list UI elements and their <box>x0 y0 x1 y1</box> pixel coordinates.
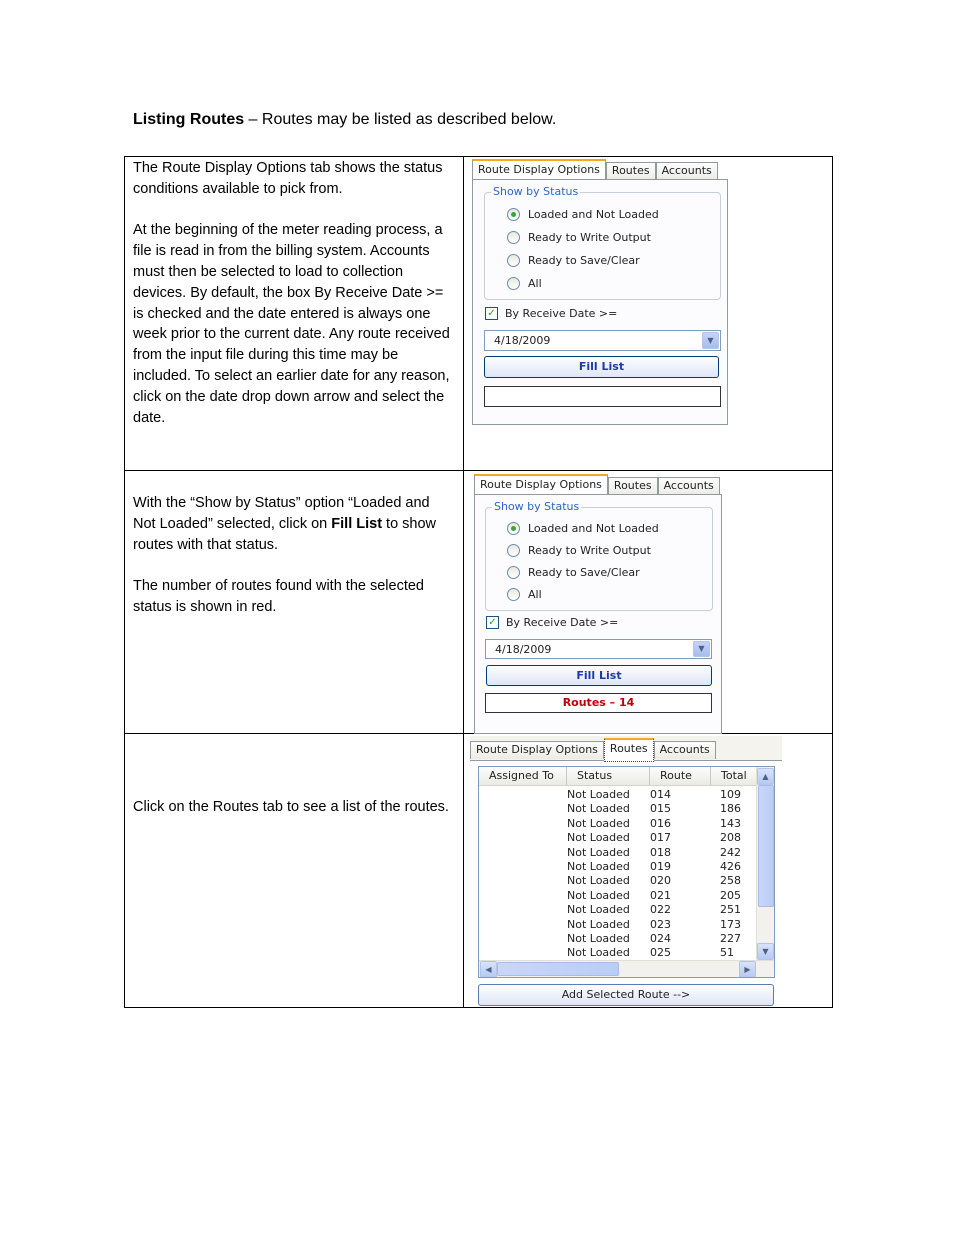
horizontal-scrollbar[interactable] <box>479 960 774 977</box>
row3-paragraph-1: Click on the Routes tab to see a list of the routes. <box>133 799 449 815</box>
cell-status: Not Loaded <box>567 917 630 931</box>
show-by-status-group <box>484 185 721 300</box>
radio-loaded-and-not-loaded[interactable] <box>507 208 659 221</box>
radio-label: All <box>528 588 542 601</box>
cell-total: 242 <box>720 845 741 859</box>
radio-ready-to-save-clear[interactable] <box>507 566 640 579</box>
cell-total: 208 <box>720 831 741 845</box>
column-route[interactable]: Route <box>650 767 711 785</box>
tab-route-display-options[interactable]: Route Display Options <box>474 474 608 496</box>
cell-assigned-to <box>479 802 567 816</box>
show-by-status-group <box>485 500 713 611</box>
cell-total: 51 <box>720 946 734 960</box>
table-row[interactable] <box>479 831 760 845</box>
cell-assigned-to <box>479 932 567 946</box>
cell-route: 017 <box>650 831 671 845</box>
cell-status: Not Loaded <box>567 931 630 945</box>
radio-label: Ready to Save/Clear <box>528 566 640 579</box>
heading-rest: – Routes may be listed as described below. <box>244 111 557 128</box>
scroll-up-icon[interactable]: ▲ <box>757 768 774 785</box>
cell-status: Not Loaded <box>567 831 630 845</box>
cell-total: 205 <box>720 888 741 902</box>
cell-route: 022 <box>650 903 671 917</box>
tab-accounts[interactable]: Accounts <box>658 477 720 495</box>
cell-route: 016 <box>650 816 671 830</box>
tab-accounts[interactable]: Accounts <box>654 741 716 759</box>
show-by-status-legend: Show by Status <box>494 500 580 513</box>
column-status[interactable]: Status <box>567 767 650 785</box>
tab-accounts[interactable]: Accounts <box>656 162 718 180</box>
cell-status: Not Loaded <box>567 802 630 816</box>
cell-route: 024 <box>650 931 671 945</box>
add-selected-route-button[interactable]: Add Selected Route --> <box>478 984 774 1006</box>
scroll-left-icon[interactable]: ◀ <box>480 961 497 978</box>
show-by-status-legend: Show by Status <box>493 185 579 198</box>
vertical-scrollbar[interactable] <box>756 767 774 961</box>
heading-bold: Listing Routes <box>133 111 245 128</box>
table-row[interactable] <box>479 860 760 874</box>
cell-route: 023 <box>650 917 671 931</box>
cell-status: Not Loaded <box>567 816 630 830</box>
row2-screenshot-cell <box>464 471 833 734</box>
cell-status: Not Loaded <box>567 859 630 873</box>
date-dropdown[interactable] <box>484 330 721 351</box>
cell-total: 258 <box>720 874 741 888</box>
checkbox-label: By Receive Date >= <box>506 616 619 629</box>
routes-list-screen <box>470 736 784 1006</box>
cell-status: Not Loaded <box>567 903 630 917</box>
row2-text-bold: Fill List <box>331 515 383 532</box>
cell-assigned-to <box>479 874 567 888</box>
radio-all[interactable] <box>507 588 542 601</box>
row1-paragraph-1: The Route Display Options tab shows the status conditions available to pick from. <box>133 160 443 197</box>
cell-route: 019 <box>650 859 671 873</box>
radio-label: All <box>528 277 542 290</box>
routes-found-box <box>484 386 721 407</box>
cell-assigned-to <box>479 831 567 845</box>
tab-route-display-options[interactable]: Route Display Options <box>472 159 606 181</box>
table-row[interactable] <box>479 946 760 960</box>
cell-total: 143 <box>720 816 741 830</box>
radio-selected-icon <box>507 208 520 221</box>
row3-screenshot-cell <box>464 734 833 1008</box>
radio-all[interactable] <box>507 277 542 290</box>
date-value: 4/18/2009 <box>495 643 552 656</box>
radio-ready-to-save-clear[interactable] <box>507 254 640 267</box>
table-row[interactable] <box>479 918 760 932</box>
checkmark-icon: ✓ <box>485 307 498 320</box>
radio-icon <box>507 231 520 244</box>
fill-list-button[interactable]: Fill List <box>486 665 712 686</box>
cell-assigned-to <box>479 860 567 874</box>
radio-icon <box>507 566 520 579</box>
row2-text-start: With the “Show by Status” option “Loaded and Not Loaded” selected, click on <box>133 495 430 532</box>
row2-paragraph-1 <box>133 493 455 555</box>
routes-found-count: Routes – 14 <box>485 693 712 713</box>
options-panel <box>474 494 722 734</box>
table-row[interactable] <box>479 846 760 860</box>
scroll-down-icon[interactable]: ▼ <box>757 943 774 960</box>
by-receive-date-checkbox[interactable] <box>486 616 618 629</box>
checkmark-icon: ✓ <box>486 616 499 629</box>
date-value: 4/18/2009 <box>494 334 551 347</box>
radio-ready-to-write-output[interactable] <box>507 544 651 557</box>
column-total[interactable]: Total <box>721 769 747 782</box>
table-row[interactable] <box>479 889 760 903</box>
cell-route: 015 <box>650 802 671 816</box>
row1-screenshot-cell <box>464 157 833 471</box>
cell-assigned-to <box>479 817 567 831</box>
cell-assigned-to <box>479 903 567 917</box>
radio-icon <box>507 277 520 290</box>
cell-status: Not Loaded <box>567 845 630 859</box>
route-display-options-screen-1 <box>472 159 726 423</box>
by-receive-date-checkbox[interactable] <box>485 307 617 320</box>
list-header <box>479 767 774 786</box>
radio-label: Loaded and Not Loaded <box>528 208 659 221</box>
radio-ready-to-write-output[interactable] <box>507 231 651 244</box>
row1-paragraph-2: At the beginning of the meter reading process, a file is read in from the billing system. Accounts must then be selected to load to collection devices. By default, the box By Receive Date >= is checked and the date entered is always one week prior to the current date. Any route received from the input file during this time may be included. To select an earlier date for any reason, click on the date drop down arrow and select the date. <box>133 222 450 426</box>
row2-paragraph-2: The number of routes found with the selected status is shown in red. <box>133 578 424 615</box>
table-row[interactable] <box>479 802 760 816</box>
radio-label: Loaded and Not Loaded <box>528 522 659 535</box>
cell-route: 018 <box>650 845 671 859</box>
cell-status: Not Loaded <box>567 788 630 801</box>
column-assigned-to[interactable]: Assigned To <box>479 767 567 785</box>
section-heading <box>133 111 556 129</box>
list-rows <box>479 788 760 961</box>
cell-total: 251 <box>720 903 741 917</box>
radio-icon <box>507 588 520 601</box>
scroll-thumb[interactable] <box>758 785 774 907</box>
row2-text-cell <box>125 471 464 734</box>
route-display-options-screen-2 <box>474 474 720 732</box>
h-scroll-thumb[interactable] <box>497 962 619 976</box>
tab-routes[interactable]: Routes <box>606 162 656 180</box>
cell-status: Not Loaded <box>567 946 630 960</box>
cell-route: 014 <box>650 788 671 801</box>
instructions-table <box>124 156 833 1008</box>
cell-status: Not Loaded <box>567 888 630 902</box>
tab-routes[interactable]: Routes <box>604 738 654 762</box>
tab-strip <box>472 159 718 179</box>
cell-assigned-to <box>479 946 567 960</box>
radio-label: Ready to Save/Clear <box>528 254 640 267</box>
row2-text-end: to show routes with that status. <box>133 515 437 553</box>
cell-total: 173 <box>720 917 741 931</box>
cell-assigned-to <box>479 918 567 932</box>
checkbox-label: By Receive Date >= <box>505 307 618 320</box>
scroll-right-icon[interactable]: ▶ <box>739 961 756 978</box>
cell-status: Not Loaded <box>567 874 630 888</box>
radio-label: Ready to Write Output <box>528 544 651 557</box>
row3-text-cell <box>125 734 464 1008</box>
tab-strip <box>474 474 720 494</box>
radio-loaded-and-not-loaded[interactable] <box>507 522 659 535</box>
table-row[interactable] <box>479 788 760 802</box>
cell-assigned-to <box>479 788 567 802</box>
date-dropdown[interactable] <box>485 639 712 659</box>
table-row[interactable] <box>479 817 760 831</box>
radio-icon <box>507 254 520 267</box>
cell-total: 186 <box>720 802 741 816</box>
table-row[interactable] <box>479 874 760 888</box>
cell-route: 025 <box>650 946 671 960</box>
cell-total: 109 <box>720 788 741 801</box>
cell-route: 021 <box>650 888 671 902</box>
table-row[interactable] <box>479 932 760 946</box>
tab-route-display-options[interactable]: Route Display Options <box>470 741 604 759</box>
radio-selected-icon <box>507 522 520 535</box>
routes-list[interactable] <box>478 766 775 978</box>
table-row[interactable] <box>479 903 760 917</box>
cell-total: 426 <box>720 859 741 873</box>
row1-text-cell <box>125 157 464 471</box>
fill-list-button[interactable]: Fill List <box>484 356 719 378</box>
tab-routes[interactable]: Routes <box>608 477 658 495</box>
cell-assigned-to <box>479 846 567 860</box>
tab-strip <box>470 736 782 761</box>
chevron-down-icon[interactable]: ▼ <box>702 332 719 349</box>
radio-icon <box>507 544 520 557</box>
cell-route: 020 <box>650 874 671 888</box>
chevron-down-icon[interactable]: ▼ <box>693 641 710 657</box>
cell-total: 227 <box>720 931 741 945</box>
radio-label: Ready to Write Output <box>528 231 651 244</box>
cell-assigned-to <box>479 889 567 903</box>
options-panel <box>472 179 728 425</box>
